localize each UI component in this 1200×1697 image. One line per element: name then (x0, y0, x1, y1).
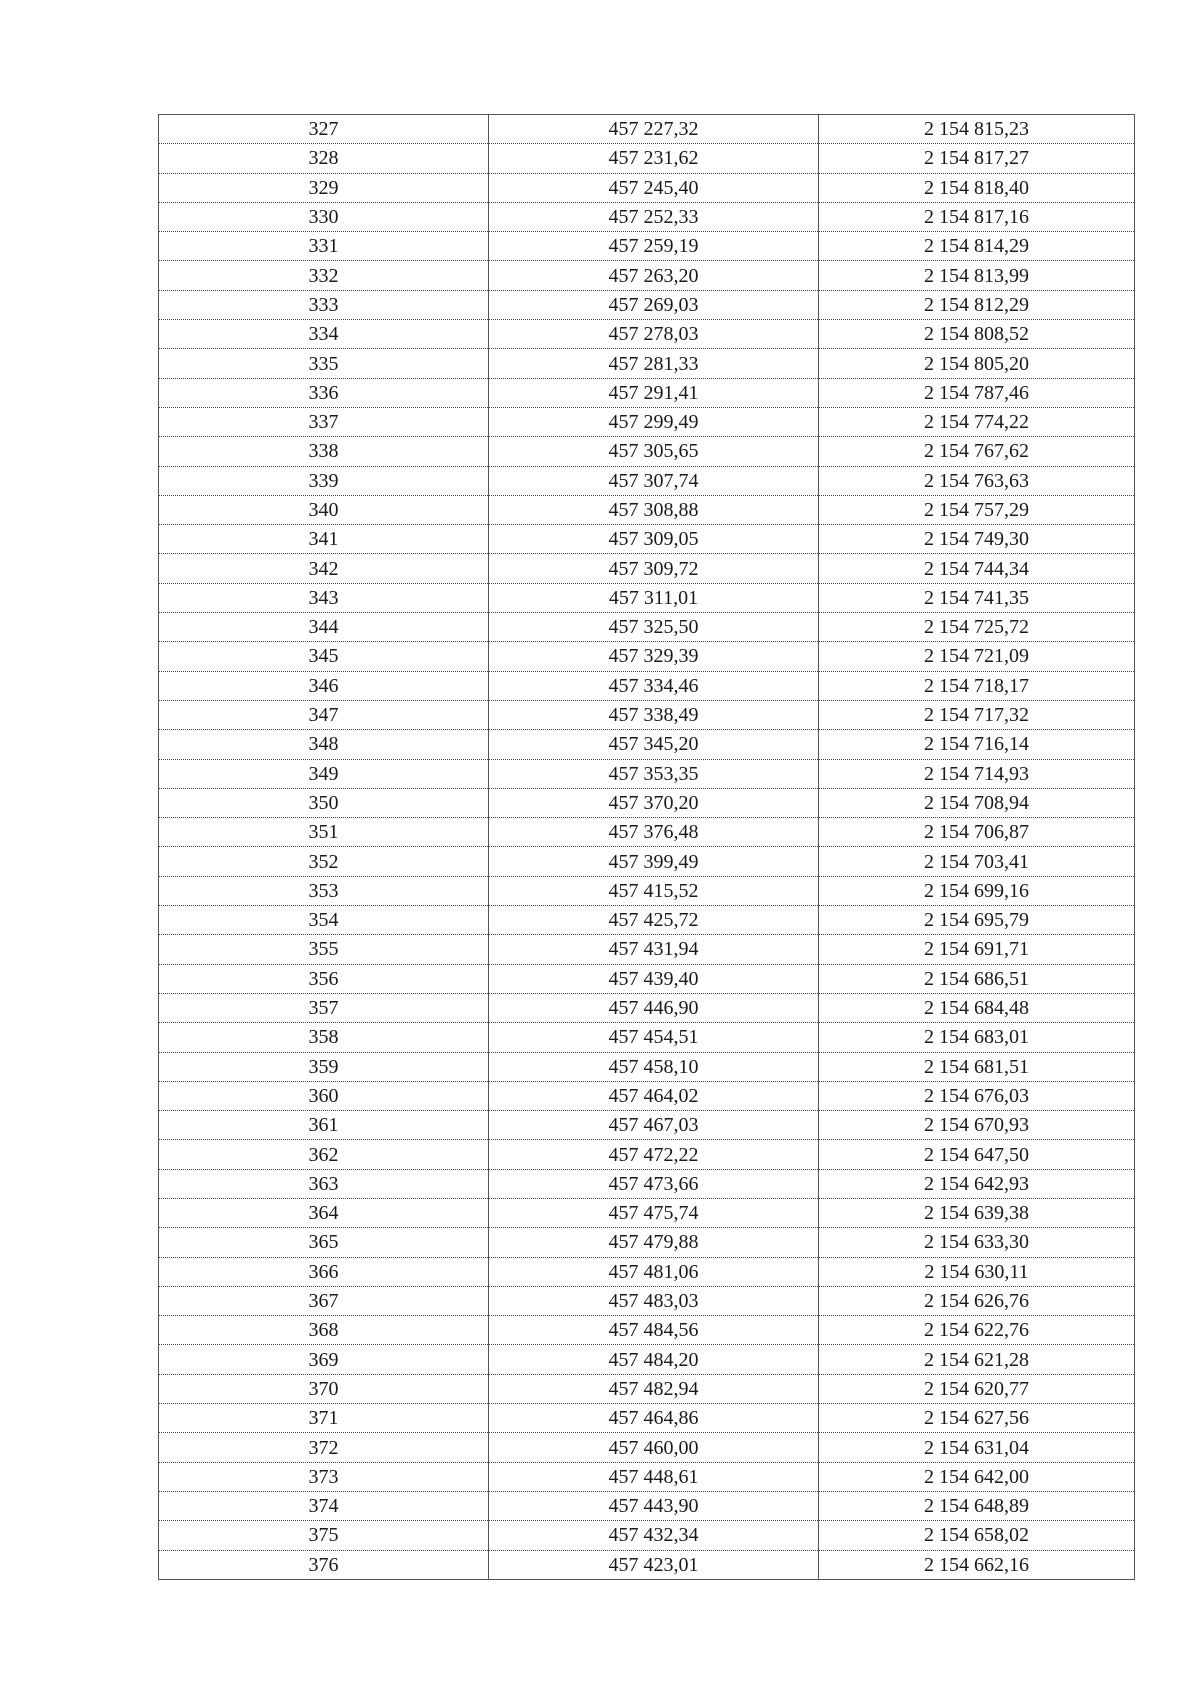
table-row (159, 1140, 1135, 1169)
x-coordinate-cell: 457 454,51 (489, 1023, 819, 1052)
point-number-cell: 333 (159, 290, 489, 319)
table-row (159, 1198, 1135, 1227)
table-row (159, 349, 1135, 378)
point-number-cell: 375 (159, 1521, 489, 1550)
coordinates-table-body (159, 115, 1135, 1580)
y-coordinate-cell: 2 154 621,28 (819, 1345, 1135, 1374)
y-coordinate-cell: 2 154 774,22 (819, 407, 1135, 436)
point-number-cell: 350 (159, 788, 489, 817)
y-coordinate-cell: 2 154 763,63 (819, 466, 1135, 495)
y-coordinate-cell: 2 154 817,16 (819, 202, 1135, 231)
table-row (159, 1257, 1135, 1286)
y-coordinate-cell: 2 154 683,01 (819, 1023, 1135, 1052)
point-number-cell: 345 (159, 642, 489, 671)
x-coordinate-cell: 457 448,61 (489, 1462, 819, 1491)
y-coordinate-cell: 2 154 703,41 (819, 847, 1135, 876)
table-row (159, 788, 1135, 817)
y-coordinate-cell: 2 154 662,16 (819, 1550, 1135, 1579)
y-coordinate-cell: 2 154 676,03 (819, 1081, 1135, 1110)
x-coordinate-cell: 457 309,05 (489, 525, 819, 554)
point-number-cell: 335 (159, 349, 489, 378)
point-number-cell: 361 (159, 1111, 489, 1140)
table-row (159, 144, 1135, 173)
point-number-cell: 348 (159, 730, 489, 759)
point-number-cell: 354 (159, 906, 489, 935)
table-row (159, 1081, 1135, 1110)
point-number-cell: 330 (159, 202, 489, 231)
table-row (159, 1521, 1135, 1550)
x-coordinate-cell: 457 467,03 (489, 1111, 819, 1140)
point-number-cell: 368 (159, 1316, 489, 1345)
x-coordinate-cell: 457 472,22 (489, 1140, 819, 1169)
y-coordinate-cell: 2 154 721,09 (819, 642, 1135, 671)
x-coordinate-cell: 457 309,72 (489, 554, 819, 583)
x-coordinate-cell: 457 291,41 (489, 378, 819, 407)
point-number-cell: 365 (159, 1228, 489, 1257)
y-coordinate-cell: 2 154 699,16 (819, 876, 1135, 905)
y-coordinate-cell: 2 154 716,14 (819, 730, 1135, 759)
table-row (159, 847, 1135, 876)
y-coordinate-cell: 2 154 813,99 (819, 261, 1135, 290)
y-coordinate-cell: 2 154 648,89 (819, 1491, 1135, 1520)
coordinates-table (158, 114, 1135, 1580)
point-number-cell: 374 (159, 1491, 489, 1520)
x-coordinate-cell: 457 399,49 (489, 847, 819, 876)
table-row (159, 261, 1135, 290)
table-row (159, 202, 1135, 231)
y-coordinate-cell: 2 154 708,94 (819, 788, 1135, 817)
point-number-cell: 355 (159, 935, 489, 964)
y-coordinate-cell: 2 154 626,76 (819, 1286, 1135, 1315)
x-coordinate-cell: 457 464,86 (489, 1404, 819, 1433)
x-coordinate-cell: 457 432,34 (489, 1521, 819, 1550)
point-number-cell: 364 (159, 1198, 489, 1227)
point-number-cell: 358 (159, 1023, 489, 1052)
x-coordinate-cell: 457 415,52 (489, 876, 819, 905)
x-coordinate-cell: 457 307,74 (489, 466, 819, 495)
table-row (159, 1228, 1135, 1257)
y-coordinate-cell: 2 154 817,27 (819, 144, 1135, 173)
x-coordinate-cell: 457 425,72 (489, 906, 819, 935)
table-row (159, 1404, 1135, 1433)
table-row (159, 613, 1135, 642)
table-row (159, 290, 1135, 319)
point-number-cell: 337 (159, 407, 489, 436)
y-coordinate-cell: 2 154 725,72 (819, 613, 1135, 642)
x-coordinate-cell: 457 334,46 (489, 671, 819, 700)
x-coordinate-cell: 457 281,33 (489, 349, 819, 378)
y-coordinate-cell: 2 154 812,29 (819, 290, 1135, 319)
y-coordinate-cell: 2 154 805,20 (819, 349, 1135, 378)
point-number-cell: 343 (159, 583, 489, 612)
table-row (159, 818, 1135, 847)
point-number-cell: 369 (159, 1345, 489, 1374)
x-coordinate-cell: 457 475,74 (489, 1198, 819, 1227)
point-number-cell: 338 (159, 437, 489, 466)
x-coordinate-cell: 457 338,49 (489, 700, 819, 729)
y-coordinate-cell: 2 154 767,62 (819, 437, 1135, 466)
y-coordinate-cell: 2 154 744,34 (819, 554, 1135, 583)
x-coordinate-cell: 457 259,19 (489, 232, 819, 261)
x-coordinate-cell: 457 439,40 (489, 964, 819, 993)
table-row (159, 1169, 1135, 1198)
y-coordinate-cell: 2 154 633,30 (819, 1228, 1135, 1257)
point-number-cell: 357 (159, 993, 489, 1022)
table-row (159, 700, 1135, 729)
y-coordinate-cell: 2 154 686,51 (819, 964, 1135, 993)
y-coordinate-cell: 2 154 622,76 (819, 1316, 1135, 1345)
y-coordinate-cell: 2 154 741,35 (819, 583, 1135, 612)
point-number-cell: 351 (159, 818, 489, 847)
table-row (159, 993, 1135, 1022)
point-number-cell: 328 (159, 144, 489, 173)
table-row (159, 1345, 1135, 1374)
x-coordinate-cell: 457 269,03 (489, 290, 819, 319)
table-row (159, 1286, 1135, 1315)
point-number-cell: 339 (159, 466, 489, 495)
y-coordinate-cell: 2 154 631,04 (819, 1433, 1135, 1462)
point-number-cell: 349 (159, 759, 489, 788)
x-coordinate-cell: 457 423,01 (489, 1550, 819, 1579)
table-row (159, 232, 1135, 261)
y-coordinate-cell: 2 154 627,56 (819, 1404, 1135, 1433)
x-coordinate-cell: 457 231,62 (489, 144, 819, 173)
point-number-cell: 366 (159, 1257, 489, 1286)
table-row (159, 642, 1135, 671)
y-coordinate-cell: 2 154 717,32 (819, 700, 1135, 729)
table-row (159, 1023, 1135, 1052)
point-number-cell: 376 (159, 1550, 489, 1579)
table-row (159, 378, 1135, 407)
table-row (159, 320, 1135, 349)
table-row (159, 964, 1135, 993)
x-coordinate-cell: 457 370,20 (489, 788, 819, 817)
x-coordinate-cell: 457 483,03 (489, 1286, 819, 1315)
x-coordinate-cell: 457 263,20 (489, 261, 819, 290)
point-number-cell: 356 (159, 964, 489, 993)
y-coordinate-cell: 2 154 639,38 (819, 1198, 1135, 1227)
table-row (159, 1316, 1135, 1345)
table-row (159, 173, 1135, 202)
table-row (159, 554, 1135, 583)
table-row (159, 759, 1135, 788)
y-coordinate-cell: 2 154 815,23 (819, 115, 1135, 144)
table-row (159, 730, 1135, 759)
x-coordinate-cell: 457 481,06 (489, 1257, 819, 1286)
x-coordinate-cell: 457 458,10 (489, 1052, 819, 1081)
y-coordinate-cell: 2 154 749,30 (819, 525, 1135, 554)
point-number-cell: 353 (159, 876, 489, 905)
x-coordinate-cell: 457 278,03 (489, 320, 819, 349)
point-number-cell: 362 (159, 1140, 489, 1169)
x-coordinate-cell: 457 305,65 (489, 437, 819, 466)
x-coordinate-cell: 457 325,50 (489, 613, 819, 642)
table-row (159, 115, 1135, 144)
y-coordinate-cell: 2 154 630,11 (819, 1257, 1135, 1286)
point-number-cell: 341 (159, 525, 489, 554)
point-number-cell: 334 (159, 320, 489, 349)
y-coordinate-cell: 2 154 691,71 (819, 935, 1135, 964)
x-coordinate-cell: 457 460,00 (489, 1433, 819, 1462)
table-row (159, 495, 1135, 524)
point-number-cell: 342 (159, 554, 489, 583)
table-row (159, 876, 1135, 905)
x-coordinate-cell: 457 446,90 (489, 993, 819, 1022)
x-coordinate-cell: 457 299,49 (489, 407, 819, 436)
point-number-cell: 346 (159, 671, 489, 700)
y-coordinate-cell: 2 154 670,93 (819, 1111, 1135, 1140)
x-coordinate-cell: 457 227,32 (489, 115, 819, 144)
y-coordinate-cell: 2 154 818,40 (819, 173, 1135, 202)
table-row (159, 1374, 1135, 1403)
x-coordinate-cell: 457 473,66 (489, 1169, 819, 1198)
y-coordinate-cell: 2 154 757,29 (819, 495, 1135, 524)
table-row (159, 1550, 1135, 1579)
point-number-cell: 331 (159, 232, 489, 261)
y-coordinate-cell: 2 154 684,48 (819, 993, 1135, 1022)
x-coordinate-cell: 457 245,40 (489, 173, 819, 202)
table-row (159, 407, 1135, 436)
y-coordinate-cell: 2 154 642,93 (819, 1169, 1135, 1198)
y-coordinate-cell: 2 154 787,46 (819, 378, 1135, 407)
y-coordinate-cell: 2 154 658,02 (819, 1521, 1135, 1550)
point-number-cell: 373 (159, 1462, 489, 1491)
x-coordinate-cell: 457 345,20 (489, 730, 819, 759)
x-coordinate-cell: 457 479,88 (489, 1228, 819, 1257)
x-coordinate-cell: 457 464,02 (489, 1081, 819, 1110)
point-number-cell: 336 (159, 378, 489, 407)
point-number-cell: 340 (159, 495, 489, 524)
point-number-cell: 371 (159, 1404, 489, 1433)
y-coordinate-cell: 2 154 681,51 (819, 1052, 1135, 1081)
x-coordinate-cell: 457 482,94 (489, 1374, 819, 1403)
y-coordinate-cell: 2 154 814,29 (819, 232, 1135, 261)
y-coordinate-cell: 2 154 714,93 (819, 759, 1135, 788)
point-number-cell: 359 (159, 1052, 489, 1081)
x-coordinate-cell: 457 431,94 (489, 935, 819, 964)
x-coordinate-cell: 457 376,48 (489, 818, 819, 847)
y-coordinate-cell: 2 154 647,50 (819, 1140, 1135, 1169)
y-coordinate-cell: 2 154 642,00 (819, 1462, 1135, 1491)
point-number-cell: 370 (159, 1374, 489, 1403)
x-coordinate-cell: 457 252,33 (489, 202, 819, 231)
point-number-cell: 332 (159, 261, 489, 290)
y-coordinate-cell: 2 154 718,17 (819, 671, 1135, 700)
point-number-cell: 327 (159, 115, 489, 144)
y-coordinate-cell: 2 154 695,79 (819, 906, 1135, 935)
table-row (159, 1052, 1135, 1081)
point-number-cell: 372 (159, 1433, 489, 1462)
point-number-cell: 367 (159, 1286, 489, 1315)
y-coordinate-cell: 2 154 706,87 (819, 818, 1135, 847)
table-row (159, 1491, 1135, 1520)
y-coordinate-cell: 2 154 620,77 (819, 1374, 1135, 1403)
y-coordinate-cell: 2 154 808,52 (819, 320, 1135, 349)
x-coordinate-cell: 457 484,20 (489, 1345, 819, 1374)
table-row (159, 437, 1135, 466)
x-coordinate-cell: 457 308,88 (489, 495, 819, 524)
table-row (159, 1111, 1135, 1140)
table-row (159, 906, 1135, 935)
table-row (159, 525, 1135, 554)
table-row (159, 583, 1135, 612)
point-number-cell: 360 (159, 1081, 489, 1110)
point-number-cell: 352 (159, 847, 489, 876)
point-number-cell: 363 (159, 1169, 489, 1198)
table-row (159, 671, 1135, 700)
table-row (159, 466, 1135, 495)
point-number-cell: 344 (159, 613, 489, 642)
table-row (159, 1462, 1135, 1491)
table-row (159, 935, 1135, 964)
x-coordinate-cell: 457 484,56 (489, 1316, 819, 1345)
x-coordinate-cell: 457 311,01 (489, 583, 819, 612)
x-coordinate-cell: 457 353,35 (489, 759, 819, 788)
x-coordinate-cell: 457 443,90 (489, 1491, 819, 1520)
point-number-cell: 347 (159, 700, 489, 729)
x-coordinate-cell: 457 329,39 (489, 642, 819, 671)
point-number-cell: 329 (159, 173, 489, 202)
table-row (159, 1433, 1135, 1462)
